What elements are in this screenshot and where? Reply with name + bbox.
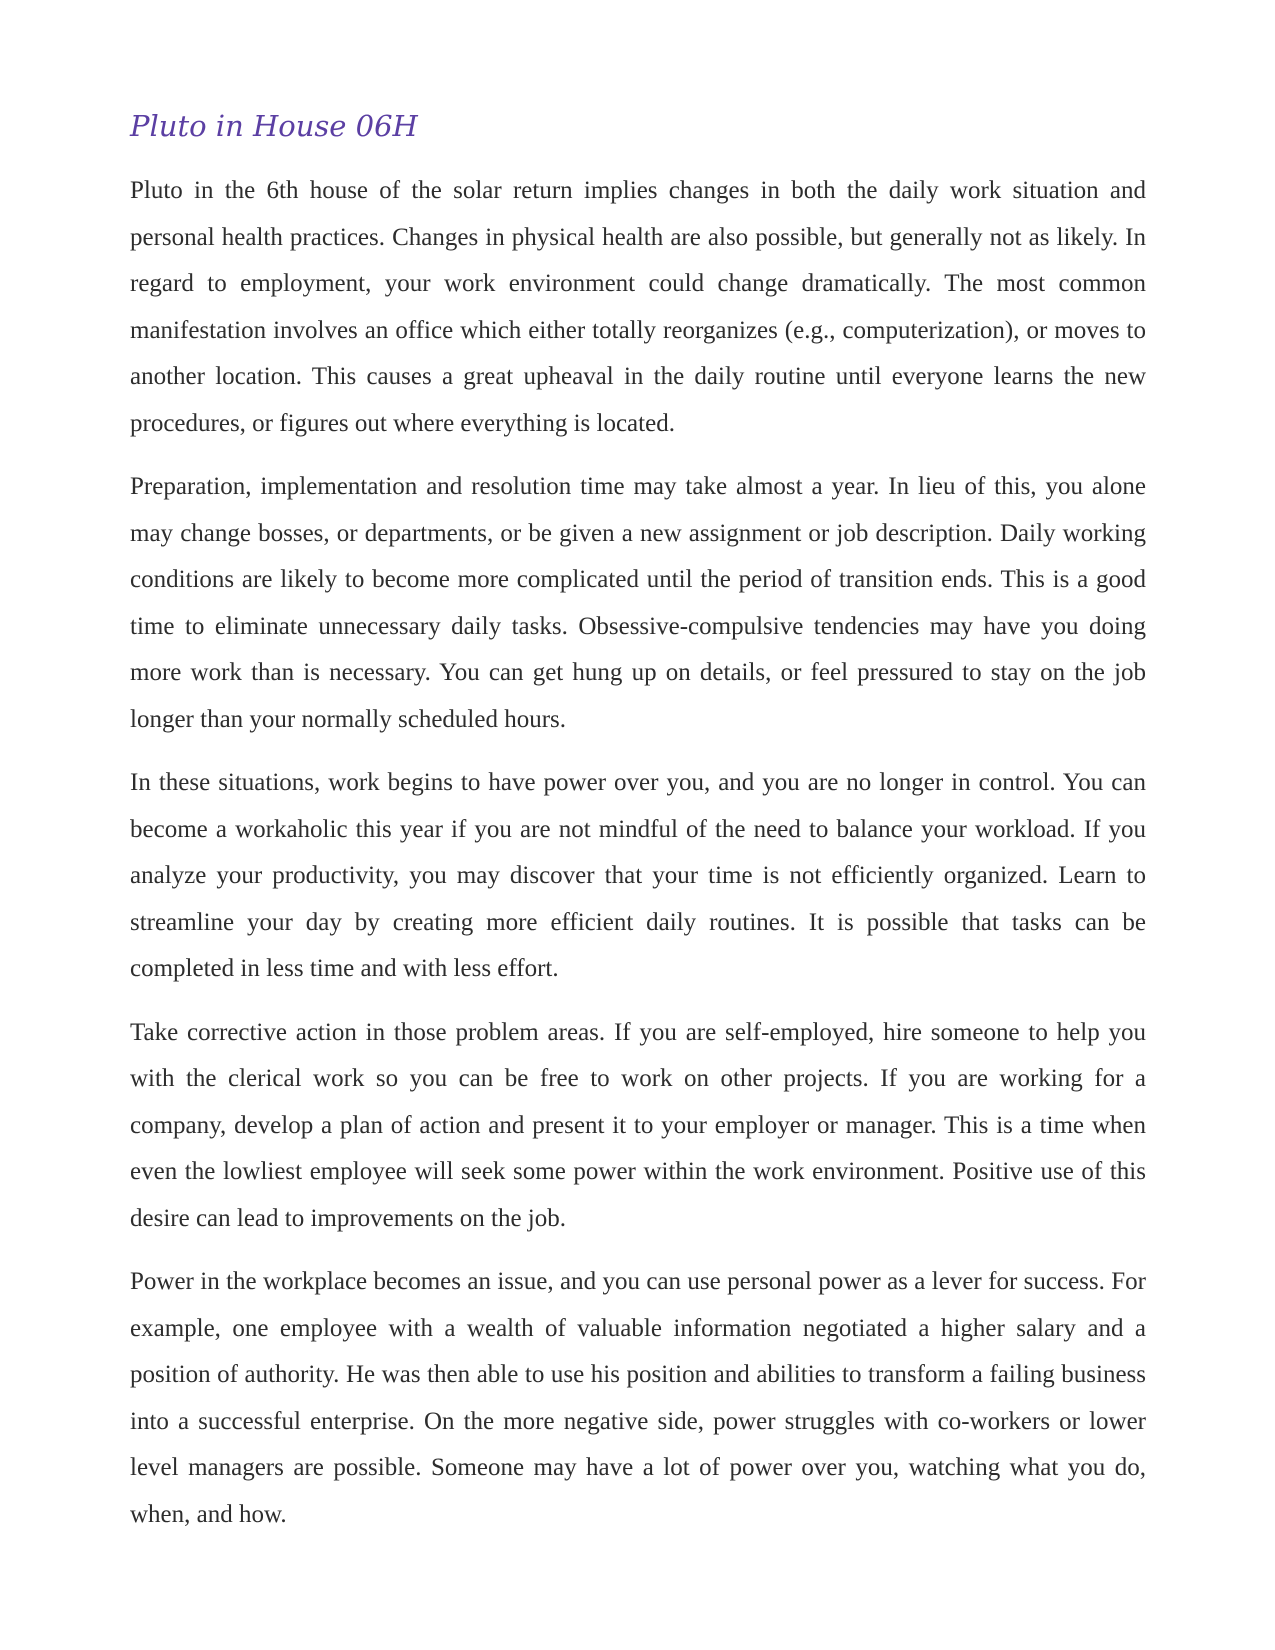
- paragraph-1: Pluto in the 6th house of the solar return implies changes in both the daily work situation and personal health practices. Changes in physical health are also possible, but generally not as likely. In regard to employment, your work environment could change dramatically. The most common manifestation involves an office which either totally reorganizes (e.g., computerization), or moves to another location. This causes a great upheaval in the daily routine until everyone learns the new procedures, or figures out where everything is located.: [130, 177, 1146, 437]
- document-body: [130, 168, 1146, 1555]
- paragraph-3: In these situations, work begins to have power over you, and you are no longer in control. You can become a workaholic this year if you are not mindful of the need to balance your workload. If you analyze your productivity, you may discover that your time is not efficiently organized. Learn to streamline your day by creating more efficient daily routines. It is possible that tasks can be completed in less time and with less effort.: [130, 769, 1146, 982]
- page-title: Pluto in House 06H: [130, 109, 418, 143]
- paragraph-2: Preparation, implementation and resolution time may take almost a year. In lieu of this, you alone may change bosses, or departments, or be given a new assignment or job description. Daily working conditions are likely to become more complicated until the period of transition ends. This is a good time to eliminate unnecessary daily tasks. Obsessive-compulsive tendencies may have you doing more work than is necessary. You can get hung up on details, or feel pressured to stay on the job longer than your normally scheduled hours.: [130, 473, 1146, 733]
- paragraph-5: Power in the workplace becomes an issue, and you can use personal power as a lever for success. For example, one employee with a wealth of valuable information negotiated a higher salary and a position of authority. He was then able to use his position and abilities to transform a failing business into a successful enterprise. On the more negative side, power struggles with co-workers or lower level managers are possible. Someone may have a lot of power over you, watching what you do, when, and how.: [130, 1268, 1146, 1528]
- paragraph-4: Take corrective action in those problem areas. If you are self-employed, hire someone to help you with the clerical work so you can be free to work on other projects. If you are working for a company, develop a plan of action and present it to your employer or manager. This is a time when even the lowliest employee will seek some power within the work environment. Positive use of this desire can lead to improvements on the job.: [130, 1018, 1146, 1232]
